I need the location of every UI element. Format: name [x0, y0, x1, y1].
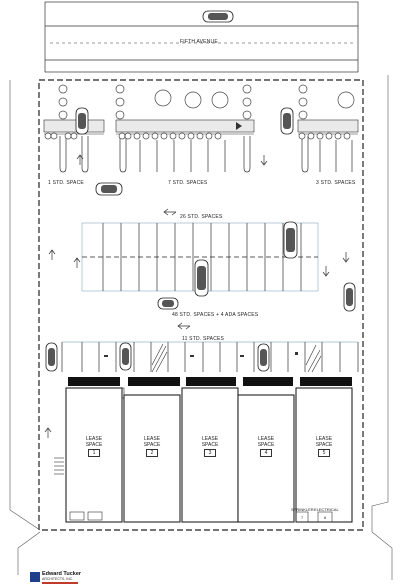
lease-space-4	[246, 436, 286, 457]
lease-space-number: 3	[204, 449, 217, 457]
electrical-room-number: 6	[324, 515, 327, 520]
parking-stalls-top	[60, 136, 352, 172]
electrical-room-label: ELECTRICAL	[314, 507, 339, 512]
lease-space-3	[190, 436, 230, 457]
lease-space-label: LEASE SPACE	[315, 436, 333, 448]
label-total-spaces: 48 STD. SPACES + 4 ADA SPACES	[172, 312, 259, 318]
lease-space-label: LEASE SPACE	[257, 436, 275, 448]
lease-space-2	[132, 436, 172, 457]
firm-logo-stripe	[42, 582, 78, 584]
label-front-row-spaces: 11 STD. SPACES	[182, 336, 225, 342]
lease-space-label: LEASE SPACE	[85, 436, 103, 448]
sprinkler-room-label: SPRINKLER	[291, 507, 314, 512]
lease-space-label: LEASE SPACE	[201, 436, 219, 448]
ada-access-aisle	[152, 344, 321, 372]
street	[45, 2, 358, 72]
lease-space-number: 1	[88, 449, 101, 457]
sprinkler-room-number: 7	[301, 515, 304, 520]
street-name: FIFTH AVENUE	[180, 39, 218, 45]
lease-space-1	[74, 436, 114, 457]
firm-logo-mark	[30, 572, 40, 582]
firm-name: Edward Tucker	[42, 571, 82, 577]
street-car	[203, 11, 233, 22]
lease-space-number: 4	[260, 449, 273, 457]
label-middle-top-spaces: 7 STD. SPACES	[168, 180, 208, 186]
lease-space-5	[304, 436, 344, 457]
label-left-top-spaces: 1 STD. SPACE	[48, 180, 84, 186]
canopies	[68, 377, 352, 386]
firm-logo	[30, 571, 90, 585]
lease-space-number: 5	[318, 449, 331, 457]
landscape-island	[44, 120, 358, 132]
label-double-row-spaces: 26 STD. SPACES	[180, 214, 223, 220]
parked-car	[46, 222, 355, 371]
lease-space-label: LEASE SPACE	[143, 436, 161, 448]
label-right-top-spaces: 3 STD. SPACES	[316, 180, 356, 186]
parked-car	[120, 343, 269, 371]
lease-space-number: 2	[146, 449, 159, 457]
firm-subtitle: ARCHITECTS, INC.	[42, 577, 74, 581]
